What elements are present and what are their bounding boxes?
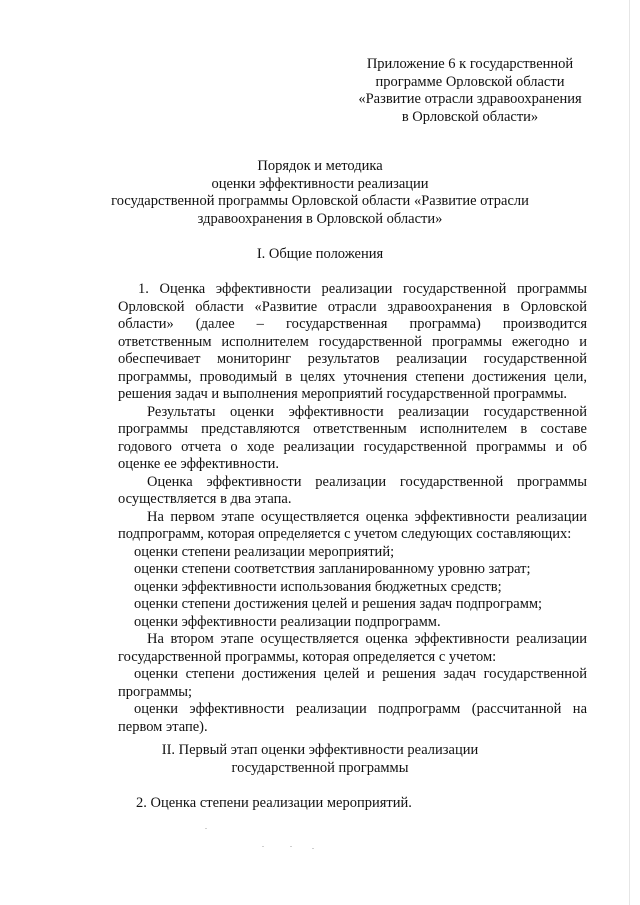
document-title bbox=[100, 158, 540, 228]
scan-speck bbox=[290, 846, 292, 847]
appendix-line: «Развитие отрасли здравоохранения bbox=[358, 91, 582, 107]
list-item: оценки эффективности реализации подпрограмм (рассчитанной на первом этапе). bbox=[118, 701, 587, 735]
paragraph-4: На первом этапе осуществляется оценка эффективности реализации подпрограмм, которая определяется с учетом следующих составляющих: bbox=[118, 508, 587, 542]
scan-speck bbox=[205, 828, 207, 829]
appendix-line: Приложение 6 к государственной bbox=[366, 56, 574, 72]
list-item: оценки степени достижения целей и решения задач государственной программы; bbox=[118, 666, 587, 700]
scan-speck bbox=[262, 846, 264, 847]
paragraph-1: 1. Оценка эффективности реализации государственной программы Орловской области «Развитие отрасли здравоохранения в Орловской области» (далее – государственная программа) производится ответственным исполнителем государственной программы ежегодно и обеспечивает мониторинг результатов реализации государственной программы, проводимый в целях уточнения степени достижения цели, решения задач и выполнения мероприятий государственной программы. bbox=[118, 281, 587, 402]
paragraph-3: Оценка эффективности реализации государственной программы осуществляется в два этапа. bbox=[118, 473, 587, 507]
title-line: государственной программы Орловской области «Развитие отрасли bbox=[111, 193, 529, 209]
scan-speck bbox=[312, 848, 314, 849]
section-2-heading-line: государственной программы bbox=[231, 759, 409, 776]
section-1-heading-text: I. Общие положения bbox=[256, 246, 384, 262]
section-2-heading-line: II. Первый этап оценки эффективности реализации bbox=[161, 742, 479, 758]
title-line: оценки эффективности реализации bbox=[211, 175, 429, 192]
appendix-line: в Орловской области» bbox=[401, 108, 539, 125]
section-2-heading bbox=[100, 742, 540, 777]
paragraph-2: Результаты оценки эффективности реализации государственной программы представляются ответственным исполнителем в составе годового отчета о ходе реализации государственной программы и об оценке ее эффективности. bbox=[118, 403, 587, 472]
appendix-line: программе Орловской области bbox=[375, 73, 565, 90]
item-2: 2. Оценка степени реализации мероприятий. bbox=[136, 795, 412, 811]
section-1-body bbox=[118, 281, 587, 736]
scan-edge-line bbox=[629, 0, 630, 905]
paragraph-5: На втором этапе осуществляется оценка эффективности реализации государственной программы, которая определяется с учетом: bbox=[118, 631, 587, 665]
appendix-note bbox=[345, 56, 595, 126]
list-item: оценки степени реализации мероприятий; bbox=[134, 543, 395, 560]
title-line: здравоохранения в Орловской области» bbox=[197, 210, 443, 227]
section-1-heading bbox=[100, 246, 540, 264]
list-item: оценки степени достижения целей и решения задач подпрограмм; bbox=[134, 596, 543, 612]
title-line: Порядок и методика bbox=[257, 158, 383, 174]
list-item: оценки степени соответствия запланированному уровню затрат; bbox=[134, 561, 531, 577]
list-item: оценки эффективности реализации подпрограмм. bbox=[134, 613, 441, 630]
list-item: оценки эффективности использования бюджетных средств; bbox=[134, 578, 502, 595]
